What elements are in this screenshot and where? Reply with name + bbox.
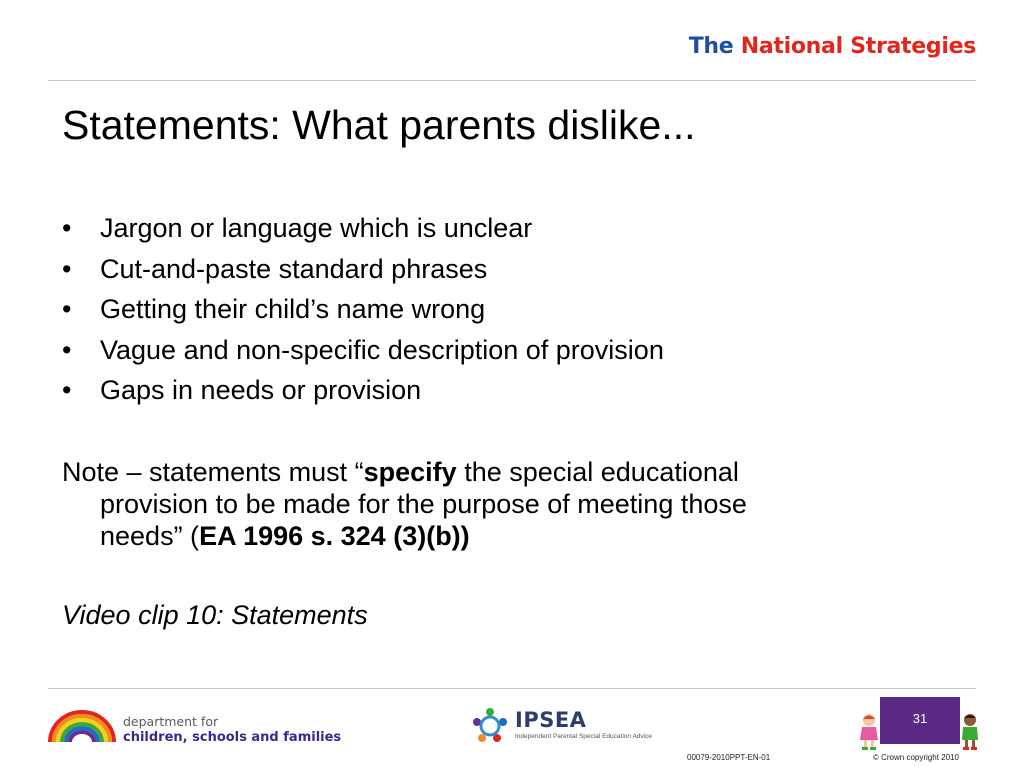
dcsf-line1: department for xyxy=(123,714,219,729)
child-figure-right-icon xyxy=(958,712,982,750)
bullet-dot: • xyxy=(62,294,72,324)
national-strategies-logo xyxy=(689,34,976,59)
note-line1-rest: the special educational xyxy=(456,457,739,487)
page-number: 31 xyxy=(912,711,928,726)
video-caption: Video clip 10: Statements xyxy=(62,600,368,630)
dcsf-line2: children, schools and families xyxy=(123,730,342,745)
note-paragraph xyxy=(62,456,942,552)
ipsea-figures-icon xyxy=(470,706,510,746)
list-item xyxy=(62,208,664,249)
list-item xyxy=(62,330,664,371)
note-bold-word: specify xyxy=(363,457,457,487)
slide-title: Statements: What parents dislike... xyxy=(62,102,696,148)
bullet-text: Cut-and-paste standard phrases xyxy=(100,253,488,284)
bullet-text: Getting their child’s name wrong xyxy=(100,294,486,324)
footer-divider xyxy=(48,688,976,689)
list-item xyxy=(62,370,664,411)
child-figure-left-icon xyxy=(856,712,882,750)
brand-name: National Strategies xyxy=(740,34,976,59)
note-citation: EA 1996 s. 324 (3)(b)) xyxy=(199,521,470,551)
bullet-dot: • xyxy=(62,213,72,243)
bullet-dot: • xyxy=(62,253,72,284)
bullet-text: Jargon or language which is unclear xyxy=(100,213,533,243)
list-item xyxy=(62,289,664,330)
ipsea-subtitle: Independent Parental Special Education Advice xyxy=(515,733,652,740)
note-line2: provision to be made for the purpose of meeting those xyxy=(100,489,747,519)
bullet-text: Gaps in needs or provision xyxy=(100,375,422,405)
dcsf-wordmark xyxy=(123,714,341,746)
bullet-text: Vague and non-specific description of provision xyxy=(100,334,664,365)
brand-the: The xyxy=(688,34,734,59)
note-line3 xyxy=(62,520,942,552)
note-line3-start: needs” ( xyxy=(100,521,200,551)
document-code: 00079-2010PPT-EN-01 xyxy=(687,753,771,762)
bullet-dot: • xyxy=(62,334,72,365)
bullet-list xyxy=(62,208,664,411)
rainbow-icon xyxy=(46,708,118,744)
page-number-tab xyxy=(880,697,960,744)
list-item xyxy=(62,249,664,290)
note-prefix: Note – statements must “ xyxy=(62,457,364,487)
bullet-dot: • xyxy=(62,375,72,405)
header-divider xyxy=(48,80,976,81)
ipsea-name: IPSEA xyxy=(515,708,587,732)
copyright-notice: © Crown copyright 2010 xyxy=(873,753,959,762)
